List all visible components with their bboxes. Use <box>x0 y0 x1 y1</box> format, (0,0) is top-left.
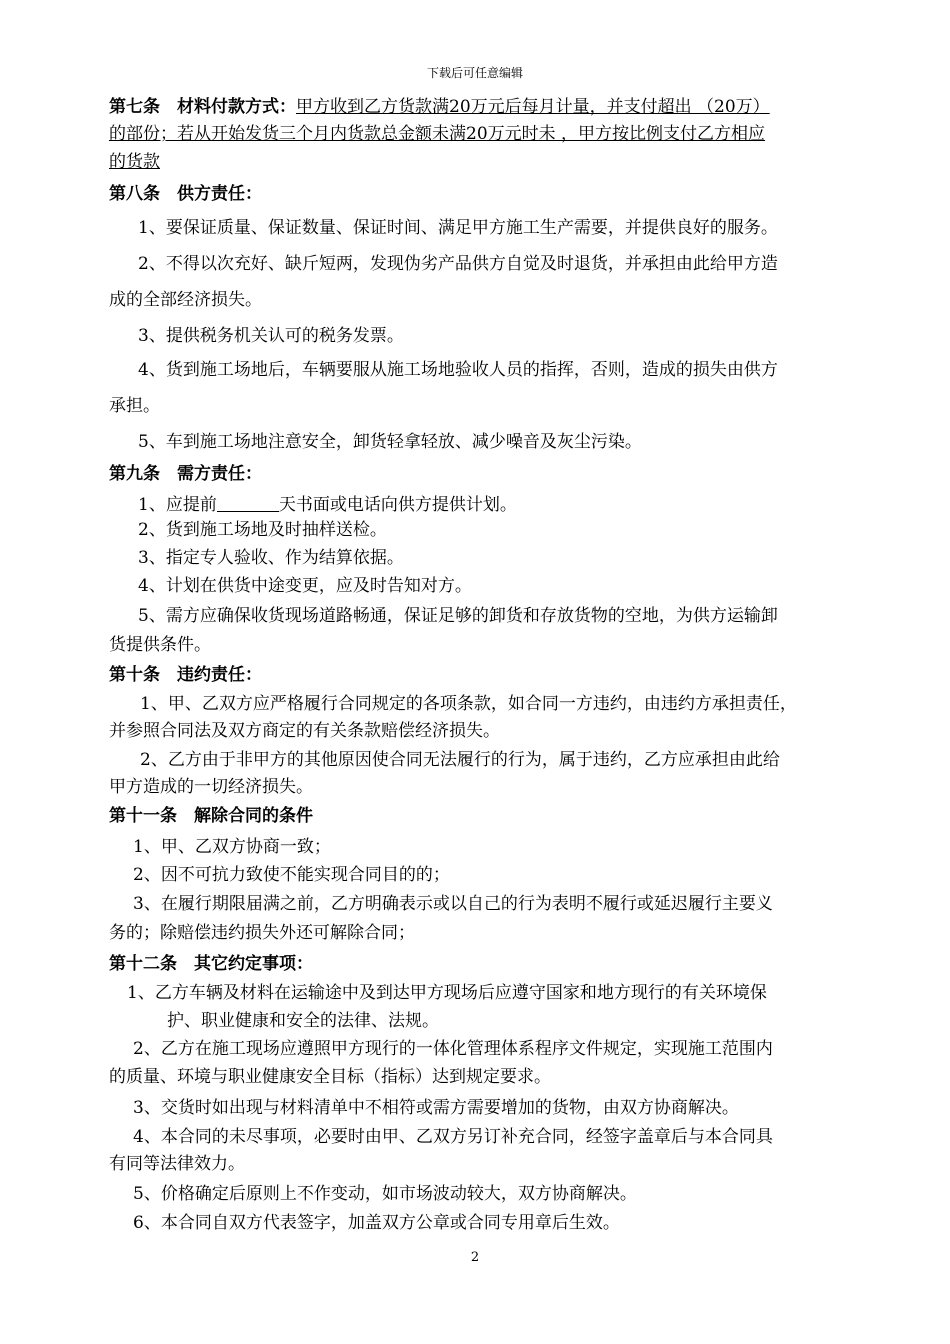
article-9-item-1-post: 天书面或电话向供方提供计划。 <box>278 495 517 515</box>
article-12-item: 5、价格确定后原则上不作变动，如市场波动较大，双方协商解决。 <box>133 1184 637 1204</box>
article-9-item: 4、计划在供货中途变更，应及时告知对方。 <box>138 576 472 596</box>
page-number: 2 <box>470 1250 480 1265</box>
article-8-item: 承担。 <box>109 396 160 416</box>
article-7-line-1 <box>109 96 770 118</box>
article-9-item-1-pre: 1、应提前 <box>138 495 217 515</box>
article-8-title: 第八条 供方责任： <box>109 184 262 204</box>
article-9-item: 5、需方应确保收货现场道路畅通，保证足够的卸货和存放货物的空地，为供方运输卸 <box>138 606 778 626</box>
article-10-item: 并参照合同法及双方商定的有关条款赔偿经济损失。 <box>109 721 500 741</box>
article-12-item: 4、本合同的未尽事项，必要时由甲、乙双方另订补充合同，经签字盖章后与本合同具 <box>133 1127 773 1147</box>
article-9-item-1 <box>138 494 517 516</box>
article-10-item: 甲方造成的一切经济损失。 <box>109 777 313 797</box>
article-7-title: 第七条 材料付款方式： <box>109 97 296 117</box>
article-8-item: 4、货到施工场地后，车辆要服从施工场地验收人员的指挥，否则，造成的损失由供方 <box>138 360 778 380</box>
article-11-item: 2、因不可抗力致使不能实现合同目的的； <box>133 865 450 885</box>
article-11-item: 3、在履行期限届满之前，乙方明确表示或以自己的行为表明不履行或延迟履行主要义 <box>133 894 773 914</box>
article-12-item: 护、职业健康和安全的法律、法规。 <box>167 1011 439 1031</box>
article-8-item: 5、车到施工场地注意安全，卸货轻拿轻放、减少噪音及灰尘污染。 <box>138 432 642 452</box>
article-12-item: 有同等法律效力。 <box>109 1154 245 1174</box>
article-7-text-3: 的货款 <box>109 152 160 172</box>
article-10-title: 第十条 违约责任： <box>109 665 262 685</box>
article-9-item: 3、指定专人验收、作为结算依据。 <box>138 548 404 568</box>
article-11-item: 1、甲、乙双方协商一致； <box>133 837 331 857</box>
article-12-title: 第十二条 其它约定事项： <box>109 954 313 974</box>
article-12-item: 的质量、环境与职业健康安全目标（指标）达到规定要求。 <box>109 1067 551 1087</box>
article-9-item: 2、货到施工场地及时抽样送检。 <box>138 520 387 540</box>
article-8-item: 成的全部经济损失。 <box>109 290 262 310</box>
article-10-item: 1、甲、乙双方应严格履行合同规定的各项条款，如合同一方违约，由违约方承担责任， <box>140 694 797 714</box>
article-12-item: 6、本合同自双方代表签字，加盖双方公章或合同专用章后生效。 <box>133 1213 620 1233</box>
article-12-item: 3、交货时如出现与材料清单中不相符或需方需要增加的货物，由双方协商解决。 <box>133 1098 739 1118</box>
article-12-item: 1、乙方车辆及材料在运输途中及到达甲方现场后应遵守国家和地方现行的有关环境保 <box>127 983 767 1003</box>
article-11-item: 务的；除赔偿违约损失外还可解除合同； <box>109 923 415 943</box>
article-7-text-2: 的部份；若从开始发货三个月内货款总金额未满20万元时未 ，甲方按比例支付乙方相应 <box>109 124 766 144</box>
fill-in-blank <box>217 495 279 512</box>
article-12-item: 2、乙方在施工现场应遵照甲方现行的一体化管理体系程序文件规定，实现施工范围内 <box>133 1039 773 1059</box>
article-8-item: 2、不得以次充好、缺斤短两，发现伪劣产品供方自觉及时退货，并承担由此给甲方造 <box>138 254 778 274</box>
article-11-title: 第十一条 解除合同的条件 <box>109 806 313 826</box>
article-7-text-1: 甲方收到乙方货款满20万元后每月计量，并支付超出 （20万） <box>296 97 770 117</box>
page-header: 下载后可任意编辑 <box>426 66 523 80</box>
article-9-item: 货提供条件。 <box>109 635 211 655</box>
article-10-item: 2、乙方由于非甲方的其他原因使合同无法履行的行为，属于违约，乙方应承担由此给 <box>140 750 780 770</box>
article-8-item: 3、提供税务机关认可的税务发票。 <box>138 326 404 346</box>
article-8-item: 1、要保证质量、保证数量、保证时间、满足甲方施工生产需要，并提供良好的服务。 <box>138 218 778 238</box>
article-9-title: 第九条 需方责任： <box>109 464 262 484</box>
